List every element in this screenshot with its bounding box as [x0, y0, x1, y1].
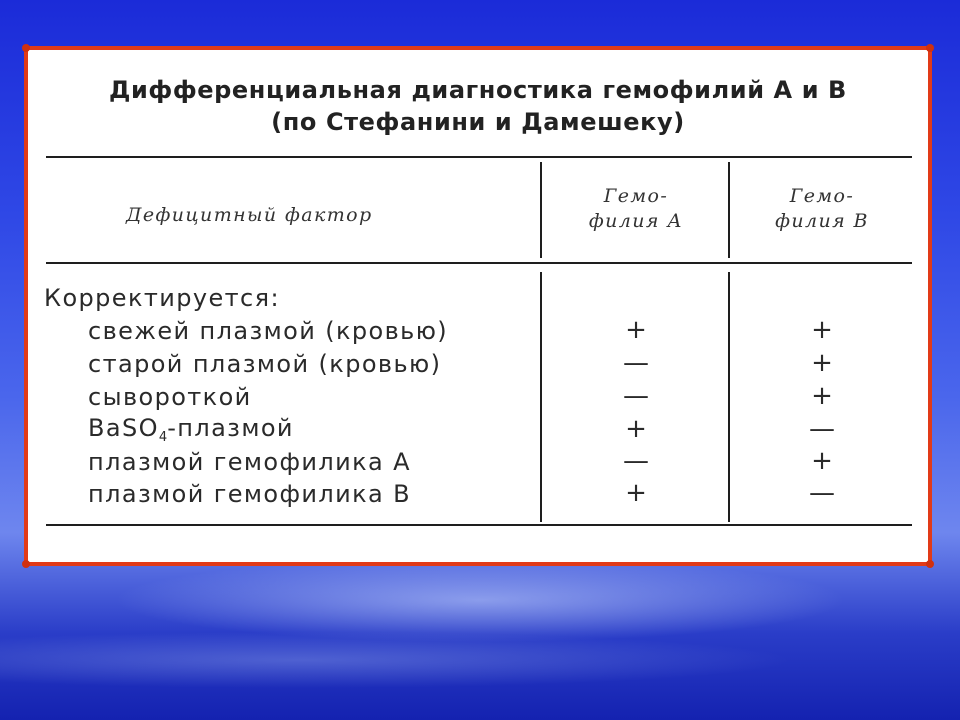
header-hemophilia-b-line2: филия В	[775, 210, 869, 232]
row-label-tail: -плазмой	[167, 414, 294, 442]
row-label: плазмой гемофилика В	[88, 480, 412, 508]
column-divider	[728, 162, 730, 258]
row-value-a: +	[625, 315, 647, 345]
column-divider	[540, 272, 542, 522]
table-subtitle: (по Стефанини и Дамешеку)	[271, 108, 685, 136]
row-value-b: +	[811, 446, 833, 476]
frame-corner	[926, 560, 934, 568]
frame-corner	[22, 560, 30, 568]
row-value-a: —	[623, 348, 649, 378]
header-hemophilia-b-line1: Гемо-	[789, 185, 855, 207]
row-label: сывороткой	[88, 383, 252, 411]
table-title: Дифференциальная диагностика гемофилий А и В	[109, 76, 847, 104]
row-label	[88, 414, 294, 445]
row-label: старой плазмой (кровью)	[88, 350, 442, 378]
bottom-rule	[46, 524, 912, 526]
header-hemophilia-a	[548, 184, 724, 234]
column-divider	[540, 162, 542, 258]
row-label: свежей плазмой (кровью)	[88, 317, 449, 345]
row-value-a: —	[623, 446, 649, 476]
row-label-subscript: 4	[158, 430, 168, 445]
row-value-b: +	[811, 348, 833, 378]
row-value-b: —	[809, 478, 835, 508]
header-hemophilia-a-line1: Гемо-	[603, 185, 669, 207]
column-divider	[728, 272, 730, 522]
group-label: Корректируется:	[44, 284, 280, 312]
row-label: плазмой гемофилика А	[88, 448, 411, 476]
frame-corner	[926, 44, 934, 52]
frame-corner	[22, 44, 30, 52]
row-value-b: +	[811, 315, 833, 345]
row-label-main: BaSO	[88, 414, 159, 442]
header-deficient-factor: Дефицитный фактор	[126, 204, 373, 226]
header-rule	[46, 262, 912, 264]
header-hemophilia-a-line2: филия А	[588, 210, 684, 232]
row-value-b: +	[811, 381, 833, 411]
header-hemophilia-b	[734, 184, 910, 234]
slide-card	[24, 46, 932, 566]
row-value-a: +	[625, 478, 647, 508]
row-value-a: +	[625, 414, 647, 444]
row-value-b: —	[809, 414, 835, 444]
row-value-a: —	[623, 381, 649, 411]
top-rule	[46, 156, 912, 158]
